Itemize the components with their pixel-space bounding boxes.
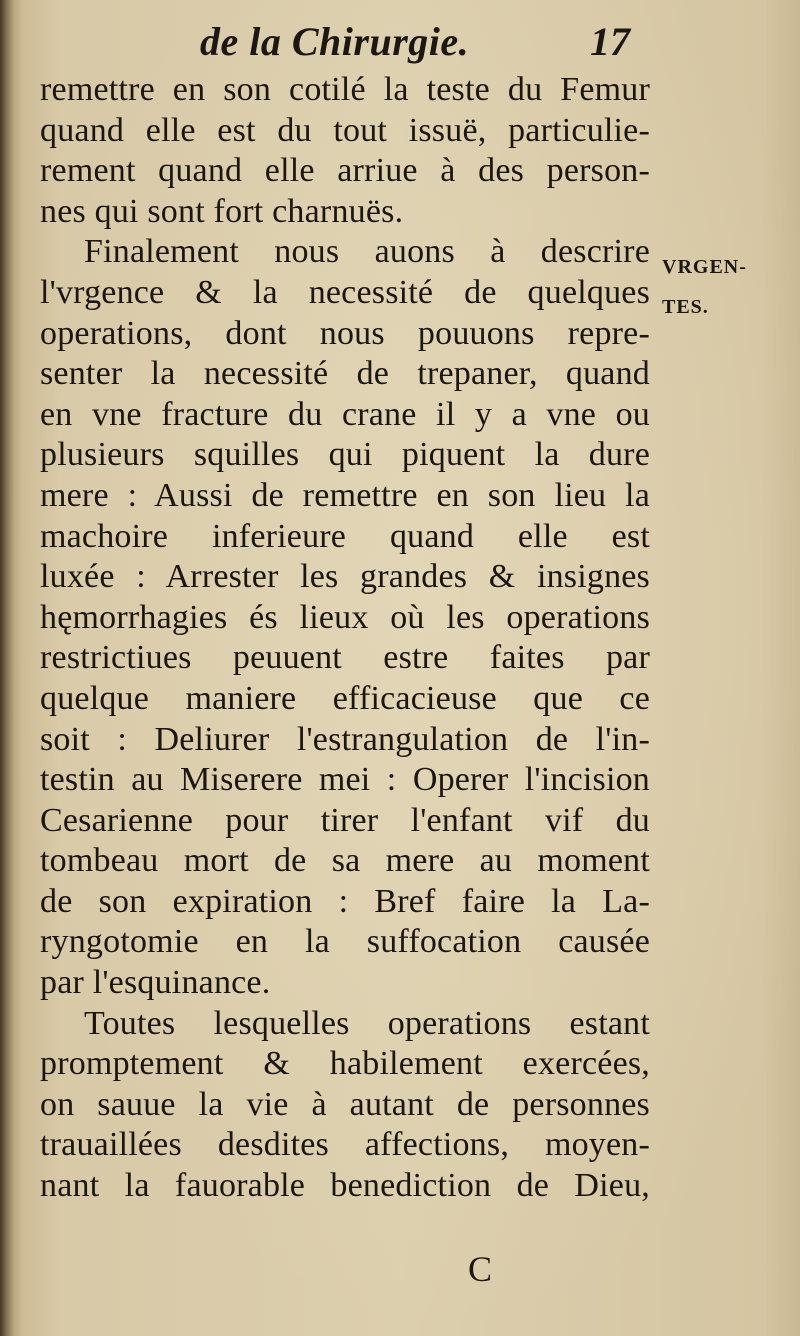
gutter-shadow <box>0 0 14 1336</box>
text-line: senter la necessité de trepaner, quand <box>40 355 650 393</box>
text-line: remettre en son cotilé la teste du Femur <box>40 71 650 108</box>
running-head: de la Chirurgie. <box>200 19 470 64</box>
text-line: testin au Miserere mei : Operer l'incision <box>40 761 650 799</box>
text-line: Toutes lesquelles operations estant <box>84 1004 650 1042</box>
text-line: on sauue la vie à autant de personnes <box>40 1085 650 1123</box>
text-line: ryngotomie en la suffocation causée <box>40 923 650 961</box>
text-line: tombeau mort de sa mere au moment <box>40 842 650 880</box>
text-line: quelque maniere efficacieuse que ce <box>40 679 650 717</box>
text-line: promptement & habilement exercées, <box>40 1045 650 1083</box>
text-line: nant la fauorable benediction de Dieu, <box>40 1167 650 1205</box>
margin-note: TES. <box>662 296 709 318</box>
text-line: quand elle est du tout issuë, particulie- <box>40 111 650 149</box>
text-line: l'vrgence & la necessité de quelques <box>40 273 650 311</box>
text-line: rement quand elle arriue à des person- <box>40 152 650 190</box>
text-line: trauaillées desdites affections, moyen- <box>40 1126 650 1164</box>
margin-note: VRGEN- <box>662 256 747 278</box>
text-line: Cesarienne pour tirer l'enfant vif du <box>40 801 650 839</box>
text-line: de son expiration : Bref faire la La- <box>40 882 650 920</box>
text-line: luxée : Arrester les grandes & insignes <box>40 558 650 596</box>
text-line: en vne fracture du crane il y a vne ou <box>40 395 650 433</box>
text-line: restrictiues peuuent estre faites par <box>40 639 650 677</box>
text-line: operations, dont nous pouuons repre- <box>40 314 650 352</box>
text-line: Finalement nous auons à descrire <box>84 233 650 271</box>
text-block <box>40 70 650 1207</box>
text-line: nes qui sont fort charnuës. <box>40 192 404 230</box>
signature-mark: C <box>468 1249 493 1289</box>
text-line: mere : Aussi de remettre en son lieu la <box>40 476 650 514</box>
text-line: hęmorrhagies és lieux où les operations <box>40 598 650 636</box>
text-line: par l'esquinance. <box>40 964 271 1002</box>
text-line: machoire inferieure quand elle est <box>40 517 650 555</box>
page-number: 17 <box>590 19 630 64</box>
text-line: soit : Deliurer l'estrangulation de l'in- <box>40 720 650 758</box>
text-line: plusieurs squilles qui piquent la dure <box>40 436 650 474</box>
